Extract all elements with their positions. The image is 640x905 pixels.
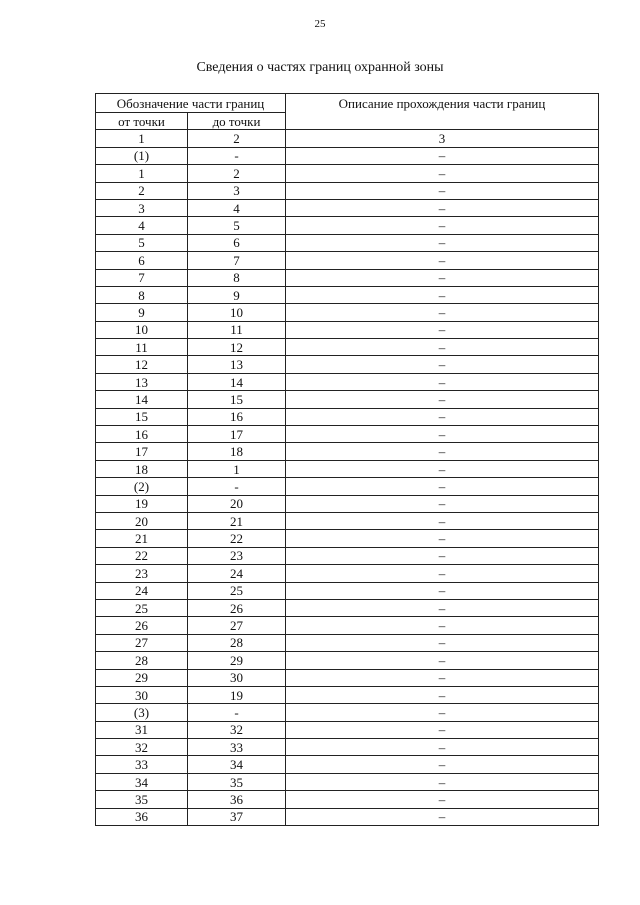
document-title: Сведения о частях границ охранной зоны [196,60,444,75]
cell-from-point: 29 [96,669,188,686]
cell-description: – [286,652,599,669]
cell-description: – [286,286,599,303]
cell-description: – [286,443,599,460]
header-boundary-description: Описание прохождения части границ [286,94,599,130]
cell-from-point: 27 [96,634,188,651]
table-row [96,408,599,425]
cell-to-point: 20 [188,495,286,512]
cell-from-point: 26 [96,617,188,634]
cell-to-point: 5 [188,217,286,234]
header-from-point: от точки [96,113,188,130]
table-row [96,321,599,338]
cell-description: – [286,426,599,443]
cell-description: – [286,599,599,616]
cell-from-point: 33 [96,756,188,773]
cell-to-point: 34 [188,756,286,773]
cell-from-point: 25 [96,599,188,616]
cell-from-point: 2 [96,182,188,199]
table-row [96,773,599,790]
cell-to-point: 37 [188,808,286,825]
header-to-point: до точки [188,113,286,130]
table-row [96,130,599,147]
cell-to-point: 8 [188,269,286,286]
cell-from-point: 16 [96,426,188,443]
cell-to-point: 12 [188,339,286,356]
cell-description: – [286,791,599,808]
cell-description: – [286,269,599,286]
table-row [96,373,599,390]
cell-description: – [286,704,599,721]
cell-description: – [286,217,599,234]
cell-from-point: 23 [96,565,188,582]
table-row [96,217,599,234]
cell-from-point: 8 [96,286,188,303]
cell-from-point: 19 [96,495,188,512]
cell-description: – [286,321,599,338]
cell-from-point: 34 [96,773,188,790]
table-row [96,547,599,564]
table-row [96,286,599,303]
cell-to-point: 18 [188,443,286,460]
cell-description: – [286,199,599,216]
cell-to-point: 17 [188,426,286,443]
cell-to-point: 9 [188,286,286,303]
table-row [96,426,599,443]
cell-from-point: 36 [96,808,188,825]
cell-to-point: 16 [188,408,286,425]
cell-description: – [286,165,599,182]
boundary-parts-table [95,93,599,826]
cell-from-point: 9 [96,304,188,321]
table-row [96,199,599,216]
cell-description: – [286,391,599,408]
table-row [96,530,599,547]
cell-from-point: 11 [96,339,188,356]
table-row [96,165,599,182]
cell-to-point: 3 [188,182,286,199]
table-row [96,269,599,286]
cell-description: – [286,565,599,582]
cell-from-point: 17 [96,443,188,460]
cell-description: – [286,495,599,512]
cell-description: – [286,582,599,599]
cell-to-point: 2 [188,165,286,182]
cell-description: – [286,339,599,356]
table-row [96,808,599,825]
cell-from-point: 6 [96,252,188,269]
table-row [96,634,599,651]
cell-description: – [286,721,599,738]
cell-from-point: 32 [96,739,188,756]
cell-to-point: 6 [188,234,286,251]
cell-description: – [286,669,599,686]
cell-to-point: 14 [188,373,286,390]
cell-to-point: 19 [188,686,286,703]
table-row [96,739,599,756]
table-row [96,495,599,512]
table-row [96,791,599,808]
cell-to-point: - [188,704,286,721]
table-row [96,599,599,616]
cell-to-point: 28 [188,634,286,651]
cell-from-point: 24 [96,582,188,599]
cell-description: – [286,304,599,321]
table-row [96,356,599,373]
cell-from-point: 31 [96,721,188,738]
table-row [96,652,599,669]
cell-from-point: 5 [96,234,188,251]
table-row [96,582,599,599]
cell-from-point: 12 [96,356,188,373]
cell-to-point: 7 [188,252,286,269]
table-row [96,565,599,582]
table-row [96,304,599,321]
cell-to-point: 29 [188,652,286,669]
cell-from-point: 22 [96,547,188,564]
cell-description: – [286,252,599,269]
cell-description: – [286,478,599,495]
cell-from-point: (1) [96,147,188,164]
cell-description: – [286,547,599,564]
cell-description: – [286,373,599,390]
cell-from-point: (2) [96,478,188,495]
cell-description: – [286,234,599,251]
cell-from-point: 1 [96,165,188,182]
cell-from-point: 13 [96,373,188,390]
table-row [96,686,599,703]
table-body [96,130,599,826]
cell-description: – [286,356,599,373]
cell-to-point: - [188,147,286,164]
cell-description: – [286,756,599,773]
cell-from-point: (3) [96,704,188,721]
cell-to-point: 35 [188,773,286,790]
cell-from-point: 18 [96,460,188,477]
cell-to-point: 10 [188,304,286,321]
table-row [96,478,599,495]
table-row [96,252,599,269]
cell-to-point: 24 [188,565,286,582]
cell-from-point: 21 [96,530,188,547]
cell-description: – [286,147,599,164]
cell-from-point: 35 [96,791,188,808]
table-row [96,147,599,164]
cell-to-point: 36 [188,791,286,808]
cell-description: – [286,686,599,703]
cell-description: – [286,634,599,651]
table-row [96,234,599,251]
cell-from-point: 28 [96,652,188,669]
cell-description: – [286,460,599,477]
cell-to-point: 25 [188,582,286,599]
table-row [96,339,599,356]
cell-from-point: 20 [96,512,188,529]
cell-description: – [286,617,599,634]
cell-from-point: 10 [96,321,188,338]
cell-to-point: 11 [188,321,286,338]
cell-to-point: 21 [188,512,286,529]
table-row [96,721,599,738]
cell-to-point: 1 [188,460,286,477]
cell-from-point: 30 [96,686,188,703]
cell-to-point: 23 [188,547,286,564]
cell-description: – [286,530,599,547]
cell-description: – [286,739,599,756]
table-row [96,460,599,477]
cell-to-point: 33 [188,739,286,756]
cell-to-point: 2 [188,130,286,147]
cell-description: – [286,808,599,825]
cell-description: – [286,408,599,425]
cell-from-point: 4 [96,217,188,234]
cell-to-point: 26 [188,599,286,616]
table-row [96,617,599,634]
table-row [96,756,599,773]
table-row [96,512,599,529]
cell-description: – [286,773,599,790]
cell-from-point: 3 [96,199,188,216]
cell-to-point: 22 [188,530,286,547]
cell-from-point: 7 [96,269,188,286]
cell-from-point: 14 [96,391,188,408]
cell-description: 3 [286,130,599,147]
cell-to-point: 4 [188,199,286,216]
cell-description: – [286,182,599,199]
table-row [96,182,599,199]
table-row [96,704,599,721]
table-row [96,669,599,686]
cell-from-point: 1 [96,130,188,147]
cell-from-point: 15 [96,408,188,425]
cell-to-point: 13 [188,356,286,373]
cell-to-point: 32 [188,721,286,738]
cell-to-point: 30 [188,669,286,686]
cell-to-point: 27 [188,617,286,634]
cell-to-point: 15 [188,391,286,408]
header-boundary-designation: Обозначение части границ [96,94,286,113]
cell-to-point: - [188,478,286,495]
cell-description: – [286,512,599,529]
page-number: 25 [314,18,326,30]
table-row [96,443,599,460]
table-row [96,391,599,408]
